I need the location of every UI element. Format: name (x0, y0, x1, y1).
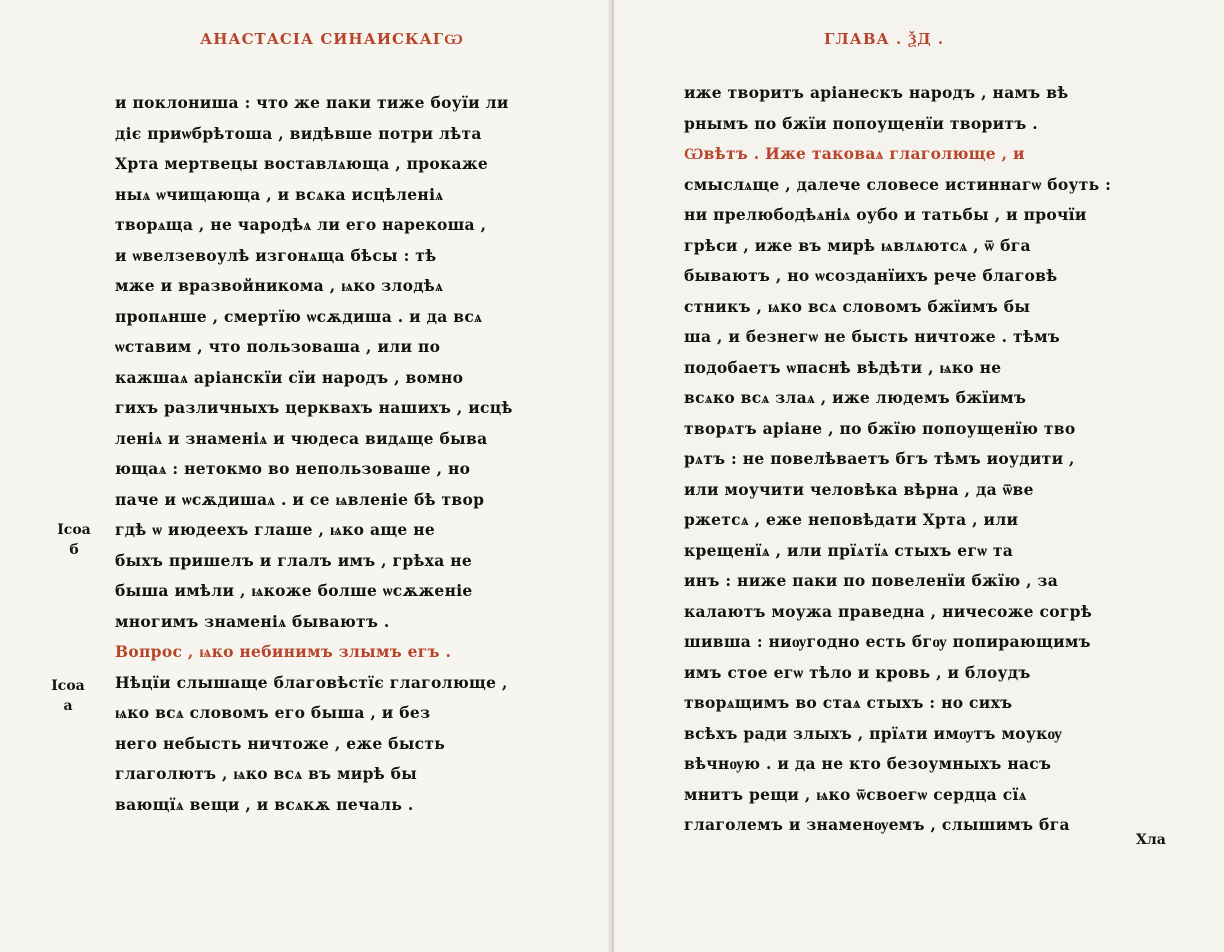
text-line: ни прелюбодѣѧніѧ оубо и татьбы , и прочїи (684, 205, 1087, 224)
text-line: Нѣцїи слышаще благовѣстїє глаголюще , (115, 672, 508, 692)
text-line: леніѧ и знаменіѧ и чюдеса видѧще быва (115, 428, 488, 448)
text-line: всѧко всѧ злаѧ , иже людемъ бжїимъ (684, 388, 1027, 407)
margin-note-2 (44, 676, 92, 716)
margin-note-1 (50, 520, 98, 560)
text-line: смыслѧще , далече словесе истиннагѡ боуть : (684, 174, 1112, 194)
text-line: мже и вразвойникома , ѩко злодѣѧ (115, 276, 444, 295)
text-line: или моучити человѣка вѣрна , да ѿве (684, 479, 1034, 499)
text-line: діє приѡбрѣтоша , видѣвше потри лѣта (115, 123, 482, 143)
text-line: бываютъ , но ѡсозданїихъ рече благовѣ (684, 266, 1058, 285)
text-line: гдѣ ѡ июдеехъ глаше , ѩко аще не (115, 520, 436, 539)
text-line: ржетсѧ , еже неповѣдати Хрта , или (684, 510, 1019, 529)
answer-heading-line: Ѡвѣтъ . Иже таковаѧ глаголюще , и (684, 144, 1025, 163)
text-line: калаютъ моужа праведна , ничесоже согрѣ (684, 601, 1093, 621)
text-line: глаголютъ , ѩко всѧ въ мирѣ бы (115, 764, 418, 783)
text-line: инъ : ниже паки по повеленїи бжїю , за (684, 571, 1059, 590)
text-line: подобаетъ ѡпаснѣ вѣдѣти , ѩко не (684, 357, 1002, 377)
text-line: Хрта мертвецы воставлѧюща , прокаже (115, 154, 489, 173)
margin-note-1-line-2: б (69, 542, 79, 558)
text-line: ющаѧ : нетокмо во непользоваше , но (115, 459, 471, 478)
right-page (614, 0, 1224, 952)
text-line: всѣхъ ради злыхъ , прїѧти имѹтъ моукѹ (684, 723, 1063, 743)
text-line: шивша : ниѹгодно есть бгѹ попирающимъ (684, 632, 1091, 651)
text-line: вѣчнѹю . и да не кто безоумныхъ насъ (684, 754, 1052, 773)
text-line: грѣси , иже въ мирѣ ѩвлѧютсѧ , ѿ бга (684, 235, 1031, 255)
text-line: многимъ знаменіѧ бываютъ . (115, 611, 390, 631)
text-line: кажшаѧ аріанскїи сїи народъ , вомно (115, 367, 464, 387)
text-line: творѧтъ аріане , по бжїю попоущенїю тво (684, 418, 1076, 438)
margin-note-1-line-1: Ісоа (57, 522, 91, 538)
right-running-header: ГЛАВА . ѮД . (824, 30, 945, 48)
question-heading: Вопрос , ѩко небинимъ злымъ егъ . (115, 642, 452, 661)
text-line: ныѧ ѡчищающа , и всѧка исцѣленіѧ (115, 184, 444, 204)
text-line: пропѧнше , смертїю ѡсѫдиша . и да всѧ (115, 306, 483, 326)
text-line: быхъ пришелъ и глалъ имъ , грѣха не (115, 550, 473, 570)
text-line: него небысть ничтоже , еже бысть (115, 733, 446, 753)
text-line: вающїѧ вещи , и всѧкѫ печаль . (115, 794, 414, 814)
text-line: и ѡвелзевоулѣ изгонѧща бѣсы : тѣ (115, 245, 437, 265)
text-line: глаголемъ и знаменѹемъ , слышимъ бга (684, 815, 1070, 834)
text-line: мнитъ рещи , ѩко ѿсвоегѡ сердца сїѧ (684, 784, 1027, 804)
text-line: творѧщимъ во стаѧ стыхъ : но сихъ (684, 693, 1013, 712)
text-line: ѩко всѧ словомъ его быша , и без (115, 703, 431, 722)
text-line: и поклониша : что же паки тиже боуїи ли (115, 93, 509, 112)
text-line: иже творитъ аріанескъ народъ , намъ вѣ (684, 83, 1069, 102)
left-text-block (115, 88, 545, 820)
text-line: ѡставим , что пользоваша , или по (115, 337, 441, 356)
margin-note-2-line-1: Ісоа (51, 678, 85, 694)
text-line: ша , и безнегѡ не бысть ничтоже . тѣмъ (684, 327, 1061, 346)
text-line: быша имѣли , ѩкоже болше ѡсѫженіе (115, 581, 473, 600)
text-line: рѧтъ : не повелѣваетъ бгъ тѣмъ иоудити , (684, 449, 1075, 468)
text-line: творѧща , не чародѣѧ ли его нарекоша , (115, 215, 487, 234)
text-line: стникъ , ѩко всѧ словомъ бжїимъ бы (684, 296, 1031, 316)
right-text-block (684, 78, 1116, 841)
text-line: паче и ѡсѫдишаѧ . и се ѩвленіе бѣ твор (115, 489, 485, 509)
text-line: гихъ различныхъ церквахъ нашихъ , исцѣ (115, 398, 513, 417)
text-line: крещенїѧ , или прїѧтїѧ стыхъ егѡ та (684, 540, 1014, 560)
margin-note-2-line-2: а (63, 698, 73, 714)
text-line: рнымъ по бжїи попоущенїи творитъ . (684, 113, 1038, 133)
text-line: имъ стое егѡ тѣло и кровь , и блоудъ (684, 662, 1031, 682)
left-running-header: АНАСТАСІА СИНАИСКАГѠ (200, 30, 464, 48)
signature-mark: Хла (1136, 832, 1166, 848)
